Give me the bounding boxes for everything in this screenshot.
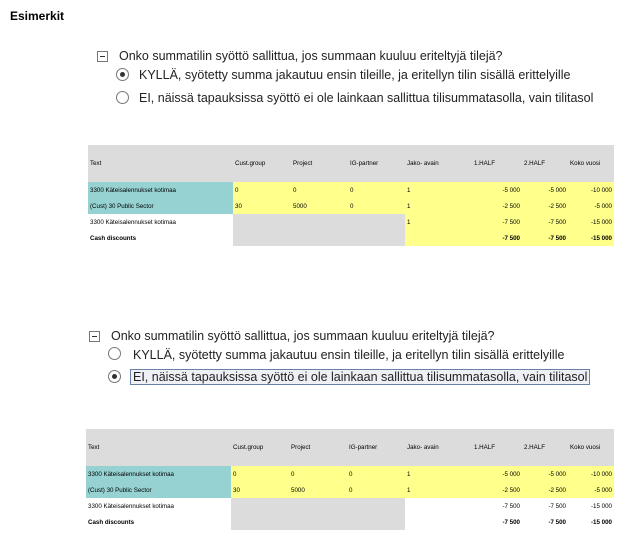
header-text: Text [88,145,233,182]
option-yes-label[interactable]: KYLLÄ, syötetty summa jakautuu ensin tileille, ja eritellyn tilin sisällä erittelyille [139,68,571,82]
cell-project[interactable]: 5000 [291,198,348,214]
cell-text[interactable]: (Cust) 30 Public Sector [88,198,233,214]
radio-no[interactable] [116,91,129,104]
cell-koko-vuosi[interactable]: -10 000 [568,466,614,482]
page-title: Esimerkit [10,9,65,23]
cell-2-half[interactable]: -7 500 [522,230,568,246]
cell-empty [231,498,405,530]
cell-1-half[interactable]: -7 500 [502,518,520,526]
option-yes-label[interactable]: KYLLÄ, syötetty summa jakautuu ensin tileille, ja eritellyn tilin sisällä erittelyille [133,348,565,362]
option-no-label[interactable]: EI, näissä tapauksissa syöttö ei ole lainkaan sallittua tilisummatasolla, vain tilitasol [139,91,594,105]
table-header-row [88,145,614,182]
cell-jako-avain[interactable]: 1 [405,214,472,230]
header-ig-partner: IG-partner [347,429,405,466]
cell-cust-group[interactable]: 0 [233,182,291,198]
header-text: Text [86,429,231,466]
cell-1-half[interactable]: -7 500 [472,230,522,246]
header-2-half: 2.HALF [522,429,568,466]
cell-1-half[interactable]: -5 000 [472,466,522,482]
cell-text[interactable]: 3300 Käteisalennukset kotimaa [88,182,233,198]
header-1-half: 1.HALF [472,145,522,182]
cell-2-half[interactable]: -5 000 [522,182,568,198]
cell-project[interactable]: 0 [291,182,348,198]
cell-1-half[interactable]: -2 500 [472,482,522,498]
cell-text[interactable]: 3300 Käteisalennukset kotimaa [90,218,176,226]
cell-ig-partner[interactable]: 0 [348,198,405,214]
header-jako-avain: Jako- avain [405,145,472,182]
cell-jako-avain[interactable]: 1 [405,482,472,498]
cell-koko-vuosi[interactable]: -15 000 [591,502,612,510]
table-row [88,214,614,230]
cell-jako-avain[interactable] [405,514,472,530]
cell-2-half[interactable]: -7 500 [548,518,566,526]
cell-2-half[interactable]: -2 500 [522,482,568,498]
cell-jako-avain[interactable] [405,230,472,246]
cell-empty [233,214,405,246]
header-2-half: 2.HALF [522,145,568,182]
cell-text[interactable]: (Cust) 30 Public Sector [86,482,231,498]
cell-jako-avain[interactable]: 1 [405,198,472,214]
cell-cust-group[interactable]: 30 [233,198,291,214]
radio-yes[interactable] [108,347,121,360]
cell-ig-partner[interactable]: 0 [348,182,405,198]
question-text: Onko summatilin syöttö sallittua, jos summaan kuuluu eriteltyjä tilejä? [111,329,495,343]
header-koko-vuosi: Koko vuosi [568,145,614,182]
collapse-icon[interactable] [89,331,100,342]
cell-koko-vuosi[interactable]: -15 000 [568,230,614,246]
table-row [86,466,614,482]
cell-2-half[interactable]: -2 500 [522,198,568,214]
cell-ig-partner[interactable]: 0 [347,482,405,498]
table-row [86,482,614,498]
header-project: Project [289,429,347,466]
radio-yes[interactable] [116,68,129,81]
collapse-icon[interactable] [97,51,108,62]
header-ig-partner: IG-partner [348,145,405,182]
cell-1-half[interactable]: -2 500 [472,198,522,214]
data-table-2 [86,429,614,530]
cell-project[interactable]: 0 [289,466,347,482]
data-table-1 [88,145,614,246]
header-cust-group: Cust.group [231,429,289,466]
cell-jako-avain[interactable]: 1 [405,182,472,198]
table-row [88,198,614,214]
header-cust-group: Cust.group [233,145,291,182]
cell-text[interactable]: Cash discounts [90,234,137,242]
cell-text[interactable]: 3300 Käteisalennukset kotimaa [88,502,174,510]
cell-jako-avain[interactable] [405,498,472,514]
cell-cust-group[interactable]: 30 [231,482,289,498]
cell-cust-group[interactable]: 0 [231,466,289,482]
cell-koko-vuosi[interactable]: -15 000 [591,518,612,526]
cell-koko-vuosi[interactable]: -5 000 [568,198,614,214]
cell-ig-partner[interactable]: 0 [347,466,405,482]
radio-no[interactable] [108,370,121,383]
header-1-half: 1.HALF [472,429,522,466]
cell-koko-vuosi[interactable]: -5 000 [568,482,614,498]
cell-koko-vuosi[interactable]: -15 000 [568,214,614,230]
cell-1-half[interactable]: -7 500 [472,214,522,230]
cell-jako-avain[interactable]: 1 [405,466,472,482]
cell-koko-vuosi[interactable]: -10 000 [568,182,614,198]
cell-1-half[interactable]: -7 500 [502,502,520,510]
cell-2-half[interactable]: -7 500 [548,502,566,510]
table-header-row [86,429,614,466]
header-koko-vuosi: Koko vuosi [568,429,614,466]
table-row [88,182,614,198]
cell-2-half[interactable]: -5 000 [522,466,568,482]
header-project: Project [291,145,348,182]
cell-1-half[interactable]: -5 000 [472,182,522,198]
cell-2-half[interactable]: -7 500 [522,214,568,230]
option-no-label[interactable]: EI, näissä tapauksissa syöttö ei ole lainkaan sallittua tilisummatasolla, vain tilitasol [130,369,590,385]
table-row [86,498,614,514]
cell-project[interactable]: 5000 [289,482,347,498]
cell-text[interactable]: Cash discounts [88,518,135,526]
question-text: Onko summatilin syöttö sallittua, jos summaan kuuluu eriteltyjä tilejä? [119,49,503,63]
cell-text[interactable]: 3300 Käteisalennukset kotimaa [86,466,231,482]
header-jako-avain: Jako- avain [405,429,472,466]
